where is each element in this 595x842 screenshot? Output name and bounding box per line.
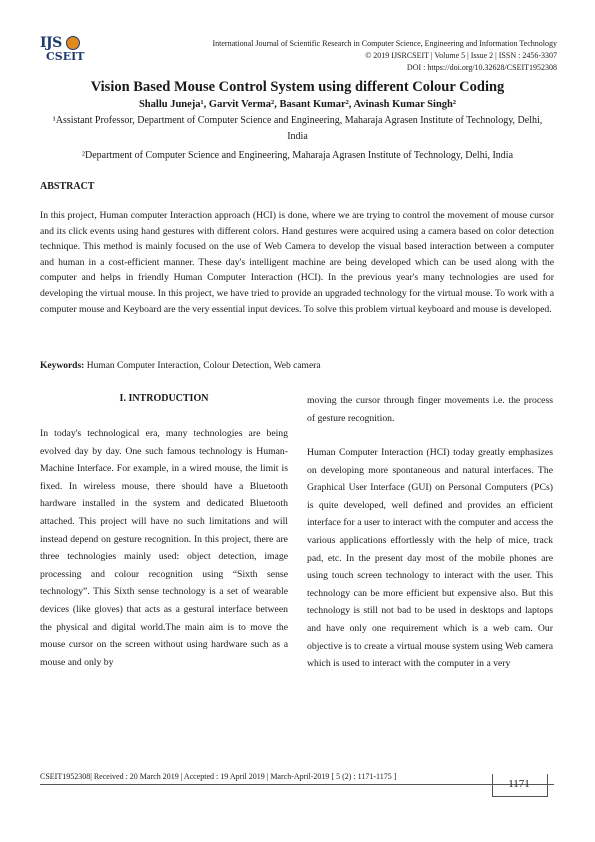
footer-citation: CSEIT1952308| Received : 20 March 2019 | Accepted : 19 April 2019 | March-April-2019 [ 5 (2) : 1171-1175 ] [40, 772, 397, 781]
journal-header [127, 38, 557, 74]
affiliation-2: ²Department of Computer Science and Engineering, Maharaja Agrasen Institute of Technology, Delhi, India [81, 150, 514, 161]
footer-divider [40, 784, 554, 785]
paper-authors: Shallu Juneja¹, Garvit Verma², Basant Kumar², Avinash Kumar Singh² [138, 99, 457, 110]
introduction-heading: I. INTRODUCTION [119, 393, 209, 404]
abstract-heading: ABSTRACT [40, 181, 95, 192]
logo-text-bottom: CSEIT [46, 50, 85, 63]
intro-right-paragraph-2: Human Computer Interaction (HCI) today greatly emphasizes on developing more spontaneous and natural interfaces. The Graphical User Interface (GUI) on Personal Computers (PCs) is quite developed, well defined and provides an efficient interface for a user to interact with the computer and access the various applications effortlessly with the help of mice, track pad, etc. In the present day most of the mobile phones are using touch screen technology to interact with the user. This technology can be more efficient but expensive also. But this technology is still not bad to be used in desktops and laptops and have only one requirement which is a web cam. Our objective is to create a virtual mouse system using Web camera which is used to interact with the computer in a very [307, 447, 553, 670]
keywords-list: Human Computer Interaction, Colour Detection, Web camera [84, 361, 321, 371]
journal-issue: © 2019 IJSRCSEIT | Volume 5 | Issue 2 | ISSN : 2456-3307 [365, 51, 557, 60]
affiliation-1: ¹Assistant Professor, Department of Computer Science and Engineering, Maharaja Agrasen Institute of Technology, Delhi, India [52, 115, 543, 142]
journal-name: International Journal of Scientific Research in Computer Science, Engineering and Information Technology [212, 39, 557, 48]
keywords [40, 361, 554, 371]
logo-text-top: IJS [40, 35, 62, 51]
journal-logo [38, 35, 98, 69]
intro-left-paragraph: In today's technological era, many technologies are being evolved day by day. One such famous technology is Human- Machine Interface. For example, in a wired mouse, the limit is fixed. In wireless mouse, there should have a Bluetooth hardware installed in the system and dedicated Bluetooth attached. This project will have no such limitations and will instead depend on gesture recognition. In this project, there are three technologies mainly used: object detection, image processing and colour recognition using “Sixth sense technology”. This Sixth sense technology is a set of wearable devices (like gloves) that acts as a gestural interface between the physical and digital world.The main aim is to move the mouse cursor on the screen without using hardware such as a mouse and only by [40, 428, 288, 668]
keywords-label: Keywords: [40, 361, 85, 371]
abstract-text: In this project, Human computer Interaction approach (HCI) is done, where we are trying to control the movement of mouse cursor and its click events using hand gestures with different colors. Hand gestures were acquired using a camera based on color detection technique. This method is mainly focused on the use of Web Camera to develop the visual based interaction between a computer and human in a cost-efficient manner. These day's intelligent machine are being developed which can be used along with the computer and helps in friendly Human Computer Interaction (HCI). In the previous year's many technologies are used for developing the virtual mouse. In this project, we have tried to provide an upgraded technology for the virtual mouse. To work with a computer mouse and Keyboard are the very essential input devices. To solve this problem virtual keyboard and mouse is developed. [40, 210, 554, 315]
paper-title: Vision Based Mouse Control System using different Colour Coding [90, 79, 505, 95]
page-number: 1171 [508, 778, 530, 790]
intro-right-paragraph-1: moving the cursor through finger movements i.e. the process of gesture recognition. [307, 395, 553, 424]
logo-emblem-icon [66, 36, 80, 50]
journal-doi[interactable]: DOI : https://doi.org/10.32628/CSEIT1952308 [406, 63, 557, 72]
